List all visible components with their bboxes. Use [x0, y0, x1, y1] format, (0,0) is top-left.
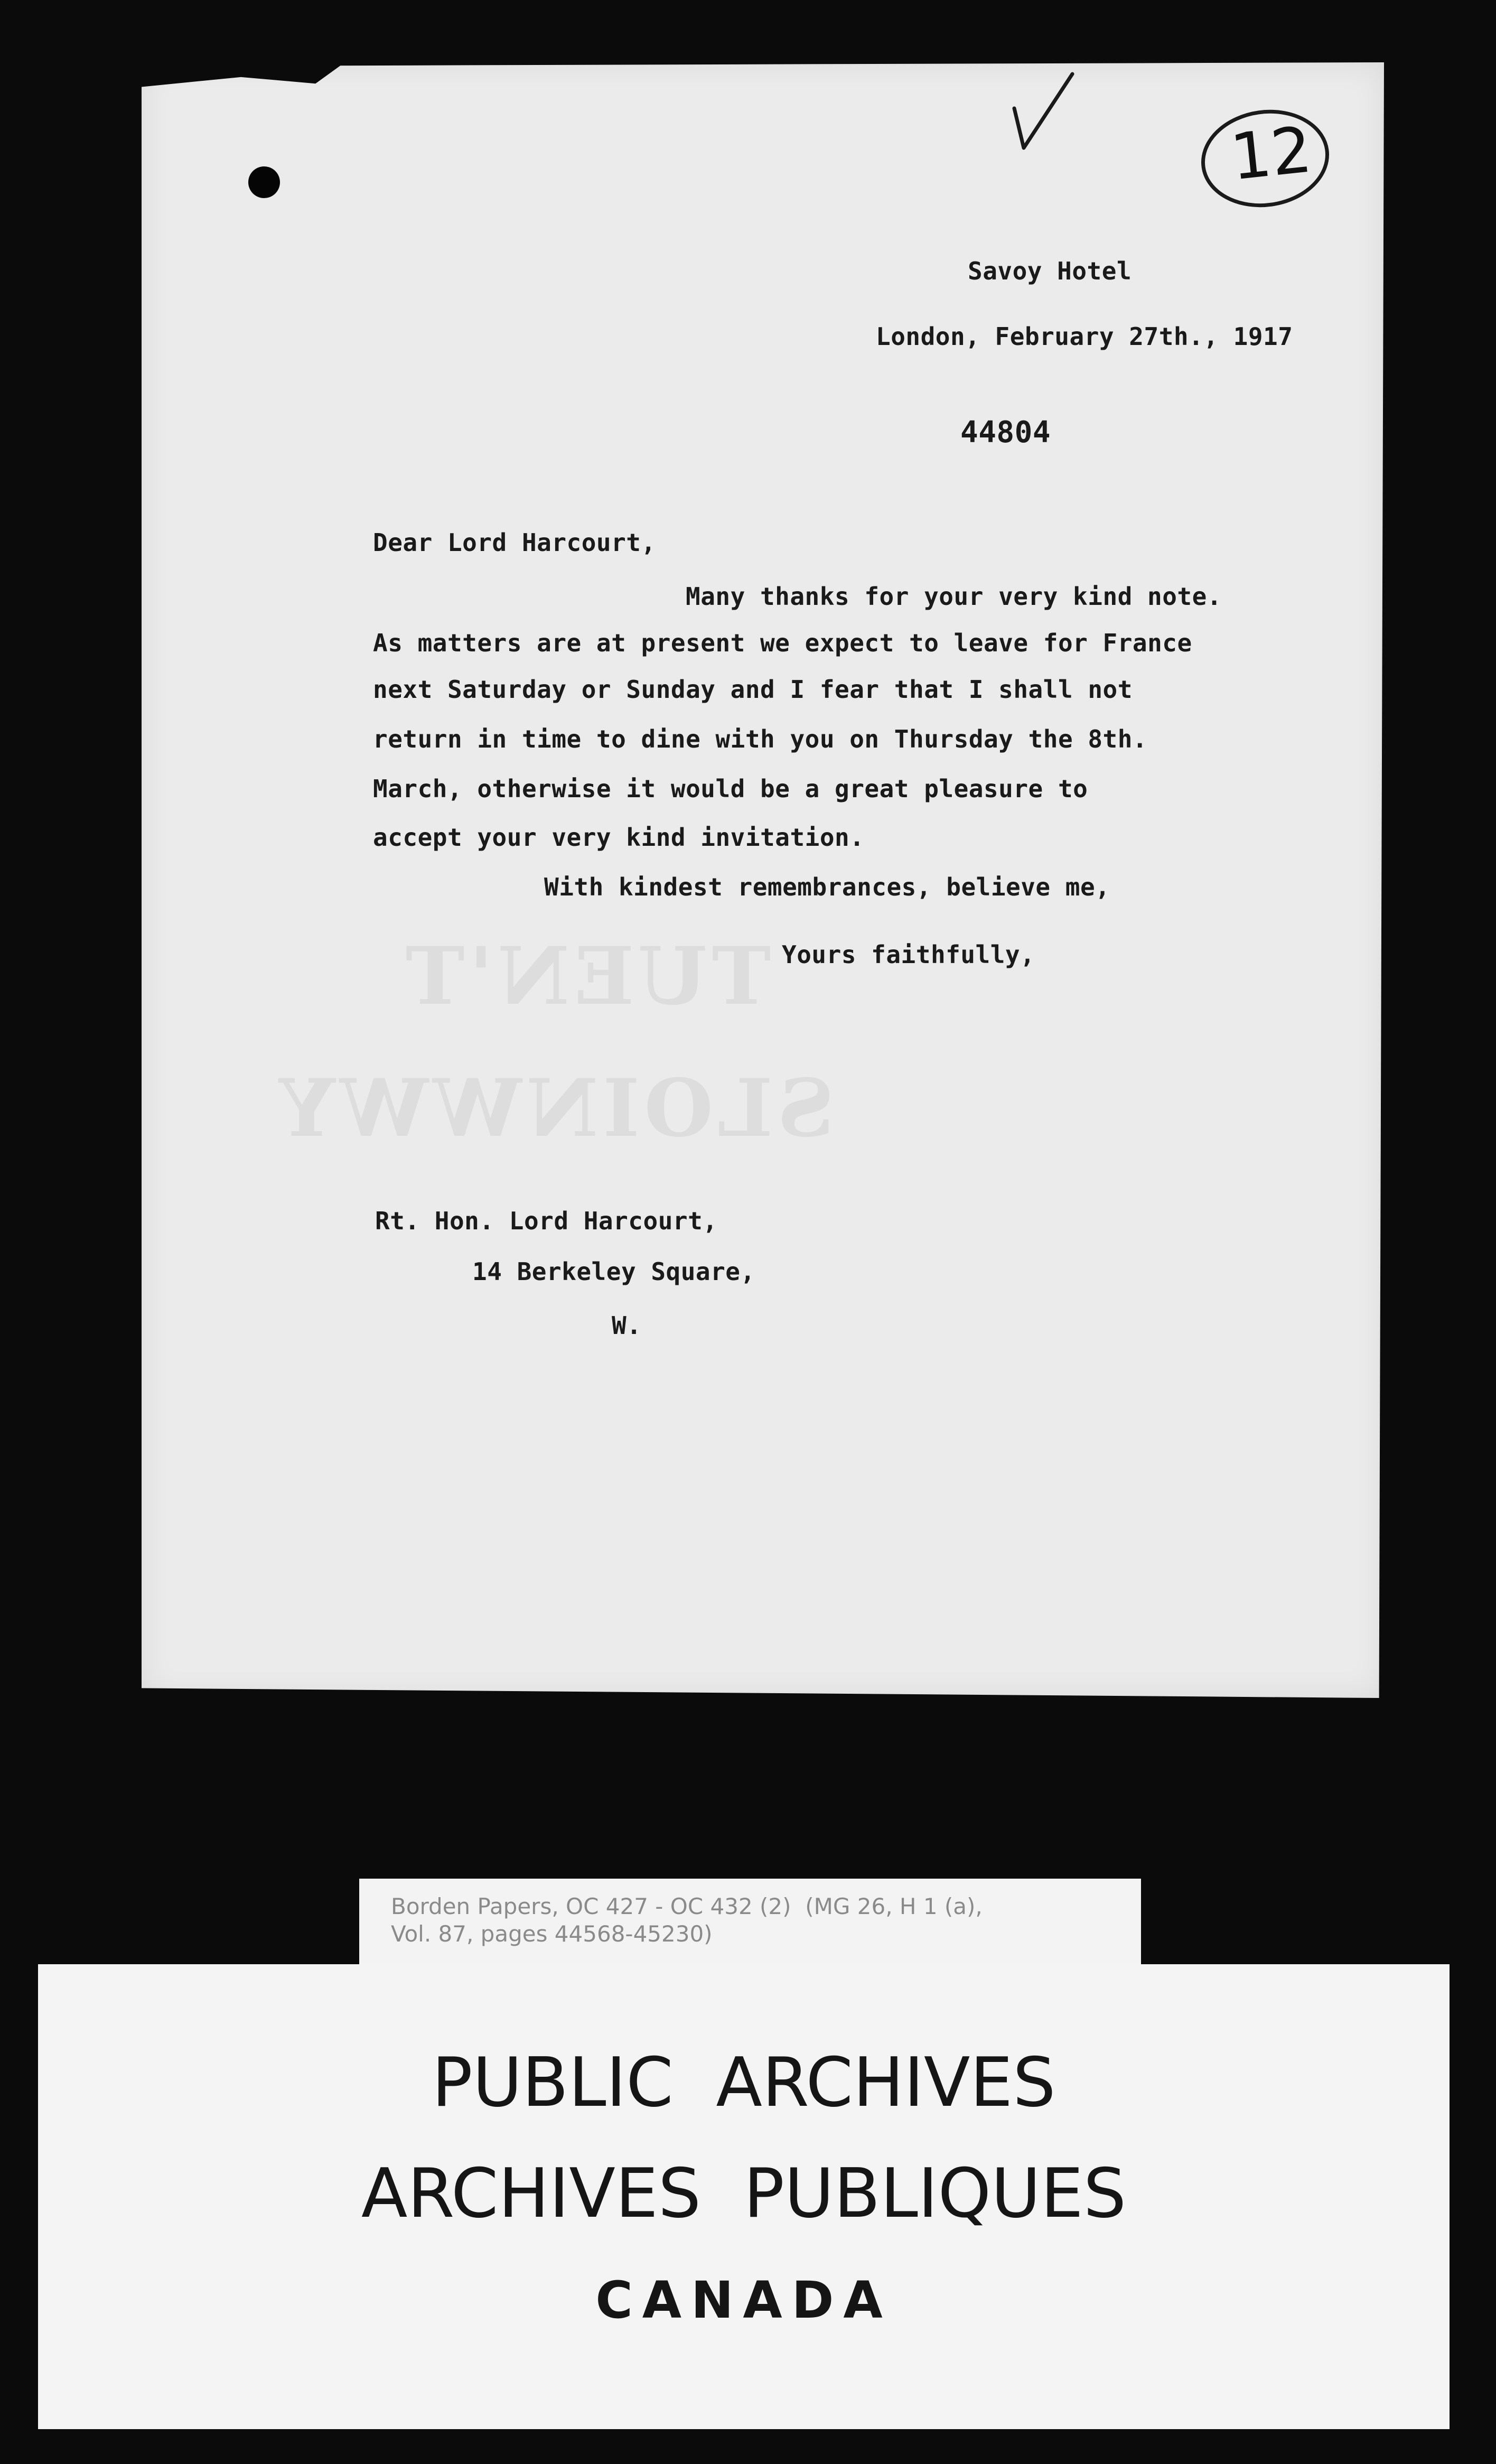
archive-country: CANADA — [595, 2271, 892, 2330]
hotel-name: Savoy Hotel — [968, 257, 1132, 285]
checkmark-icon — [1009, 69, 1078, 158]
body-line-2: As matters are at present we expect to leave for France — [373, 629, 1192, 657]
archive-title-french: ARCHIVES PUBLIQUES — [361, 2154, 1127, 2233]
punch-hole — [248, 166, 280, 198]
body-line-4: return in time to dine with you on Thursday the 8th. — [373, 725, 1148, 753]
bleed-through-top: TUEN'T — [401, 930, 771, 1023]
salutation: Dear Lord Harcourt, — [373, 528, 656, 557]
body-line-5: March, otherwise it would be a great pleasure to — [373, 774, 1088, 803]
body-line-7: With kindest remembrances, believe me, — [544, 873, 1110, 901]
body-line-3: next Saturday or Sunday and I fear that I shall not — [373, 675, 1133, 704]
address-line-1: Rt. Hon. Lord Harcourt, — [375, 1207, 718, 1235]
citation-card — [359, 1879, 1141, 1965]
bleed-through-bottom: SLOINWWY — [275, 1062, 835, 1155]
closing: Yours faithfully, — [782, 940, 1035, 969]
citation-line-1: Borden Papers, OC 427 - OC 432 (2) (MG 26, H 1 (a), — [391, 1893, 983, 1919]
date-line: London, February 27th., 1917 — [876, 322, 1293, 351]
archive-title-english: PUBLIC ARCHIVES — [432, 2043, 1056, 2122]
address-line-3: W. — [612, 1311, 642, 1340]
body-line-6: accept your very kind invitation. — [373, 823, 865, 852]
page-number: 44804 — [960, 415, 1051, 450]
body-line-1: Many thanks for your very kind note. — [686, 582, 1222, 611]
citation-line-2: Vol. 87, pages 44568-45230) — [391, 1921, 713, 1947]
address-line-2: 14 Berkeley Square, — [472, 1257, 755, 1286]
folio-number: 12 — [1227, 113, 1315, 195]
archive-card — [38, 1964, 1450, 2429]
